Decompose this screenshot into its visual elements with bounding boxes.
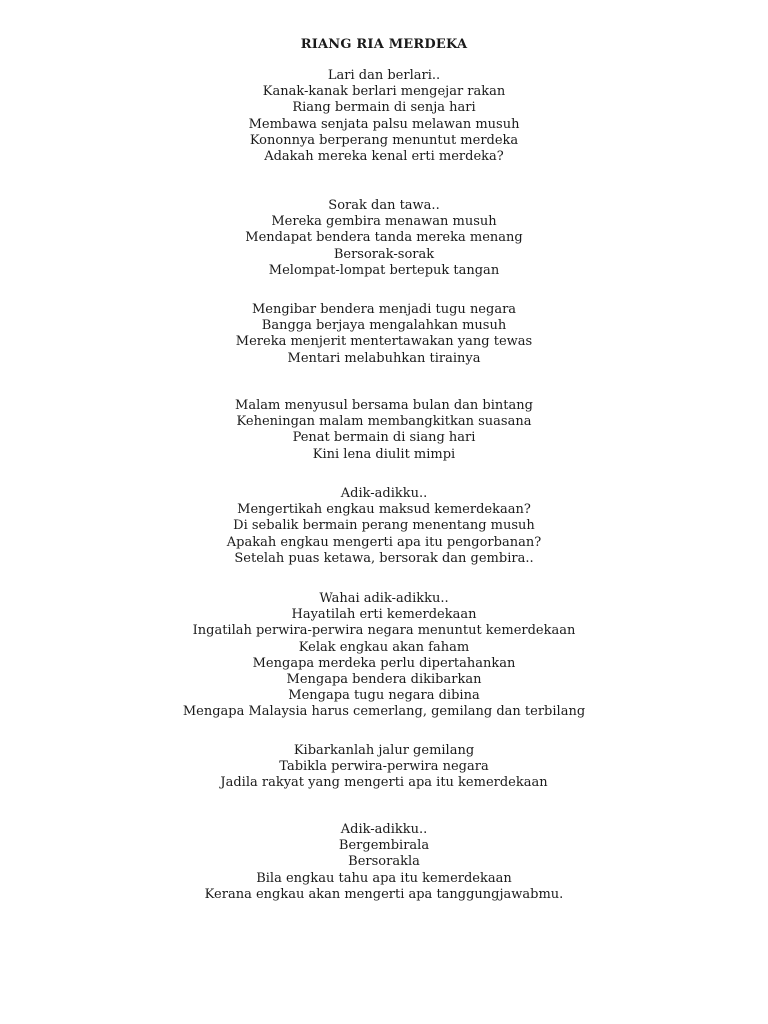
- poem-line: Kibarkanlah jalur gemilang: [293, 743, 475, 758]
- poem-line: Bangga berjaya mengalahkan musuh: [261, 318, 507, 334]
- poem-line: Melompat-lompat bertepuk tangan: [268, 262, 500, 278]
- poem-line: Kelak engkau akan faham: [298, 639, 470, 655]
- poem-line: Kanak-kanak berlari mengejar rakan: [262, 84, 506, 100]
- poem-line: Sorak dan tawa..: [328, 198, 440, 213]
- poem-line: Bila engkau tahu apa itu kemerdekaan: [256, 870, 512, 886]
- stanza-7: [0, 743, 768, 792]
- poem-title: RIANG RIA MERDEKA: [300, 37, 468, 52]
- stanza-6: [0, 591, 768, 721]
- poem-line: Wahai adik-adikku..: [319, 591, 449, 606]
- stanza-2: [0, 198, 768, 279]
- poem-line: Di sebalik bermain perang menentang musuh: [233, 518, 535, 534]
- stanza-1: [0, 68, 768, 165]
- poem-line: Mereka gembira menawan musuh: [271, 214, 497, 230]
- poem-line: Mereka menjerit mentertawakan yang tewas: [235, 334, 533, 350]
- poem-line: Mengapa bendera dikibarkan: [286, 672, 482, 688]
- stanza-5: [0, 486, 768, 567]
- poem-line: Malam menyusul bersama bulan dan bintang: [235, 398, 533, 413]
- poem-line: Mengapa tugu negara dibina: [288, 688, 480, 704]
- poem-line: Bergembirala: [338, 838, 430, 854]
- poem-line: Apakah engkau mengerti apa itu pengorbanan?: [226, 534, 542, 550]
- poem-line: Ingatilah perwira-perwira negara menuntut kemerdekaan: [192, 623, 576, 639]
- poem-line: Adik-adikku..: [340, 822, 428, 837]
- poem-line: Membawa senjata palsu melawan musuh: [248, 116, 520, 132]
- poem-line: Kononnya berperang menuntut merdeka: [249, 132, 519, 148]
- poem-line: Lari dan berlari..: [327, 68, 441, 83]
- stanza-4: [0, 398, 768, 463]
- poem-line: Hayatilah erti kemerdekaan: [291, 607, 477, 623]
- poem-line: Mendapat bendera tanda mereka menang: [245, 230, 523, 246]
- stanza-8: [0, 822, 768, 903]
- stanza-3: [0, 302, 768, 367]
- poem-line: Mengibar bendera menjadi tugu negara: [251, 302, 517, 317]
- poem-line: Tabikla perwira-perwira negara: [279, 759, 489, 775]
- poem-line: Bersorak-sorak: [333, 246, 435, 262]
- poem-line: Bersorakla: [348, 854, 420, 870]
- poem-line: Mengapa merdeka perlu dipertahankan: [252, 655, 516, 671]
- poem-line: Kini lena diulit mimpi: [312, 446, 456, 462]
- poem-line: Adik-adikku..: [340, 486, 428, 501]
- poem-line: Mengapa Malaysia harus cemerlang, gemilang dan terbilang: [182, 704, 586, 720]
- poem-line: Kerana engkau akan mengerti apa tanggungjawabmu.: [204, 886, 564, 902]
- poem-line: Keheningan malam membangkitkan suasana: [236, 414, 532, 430]
- poem-line: Jadila rakyat yang mengerti apa itu kemerdekaan: [220, 775, 548, 791]
- poem-line: Adakah mereka kenal erti merdeka?: [264, 149, 504, 165]
- poem-line: Penat bermain di siang hari: [292, 430, 476, 446]
- poem-line: Riang bermain di senja hari: [292, 100, 476, 116]
- poem-line: Mentari melabuhkan tirainya: [287, 350, 481, 366]
- poem-line: Setelah puas ketawa, bersorak dan gembira..: [234, 550, 534, 566]
- poem-line: Mengertikah engkau maksud kemerdekaan?: [237, 502, 531, 518]
